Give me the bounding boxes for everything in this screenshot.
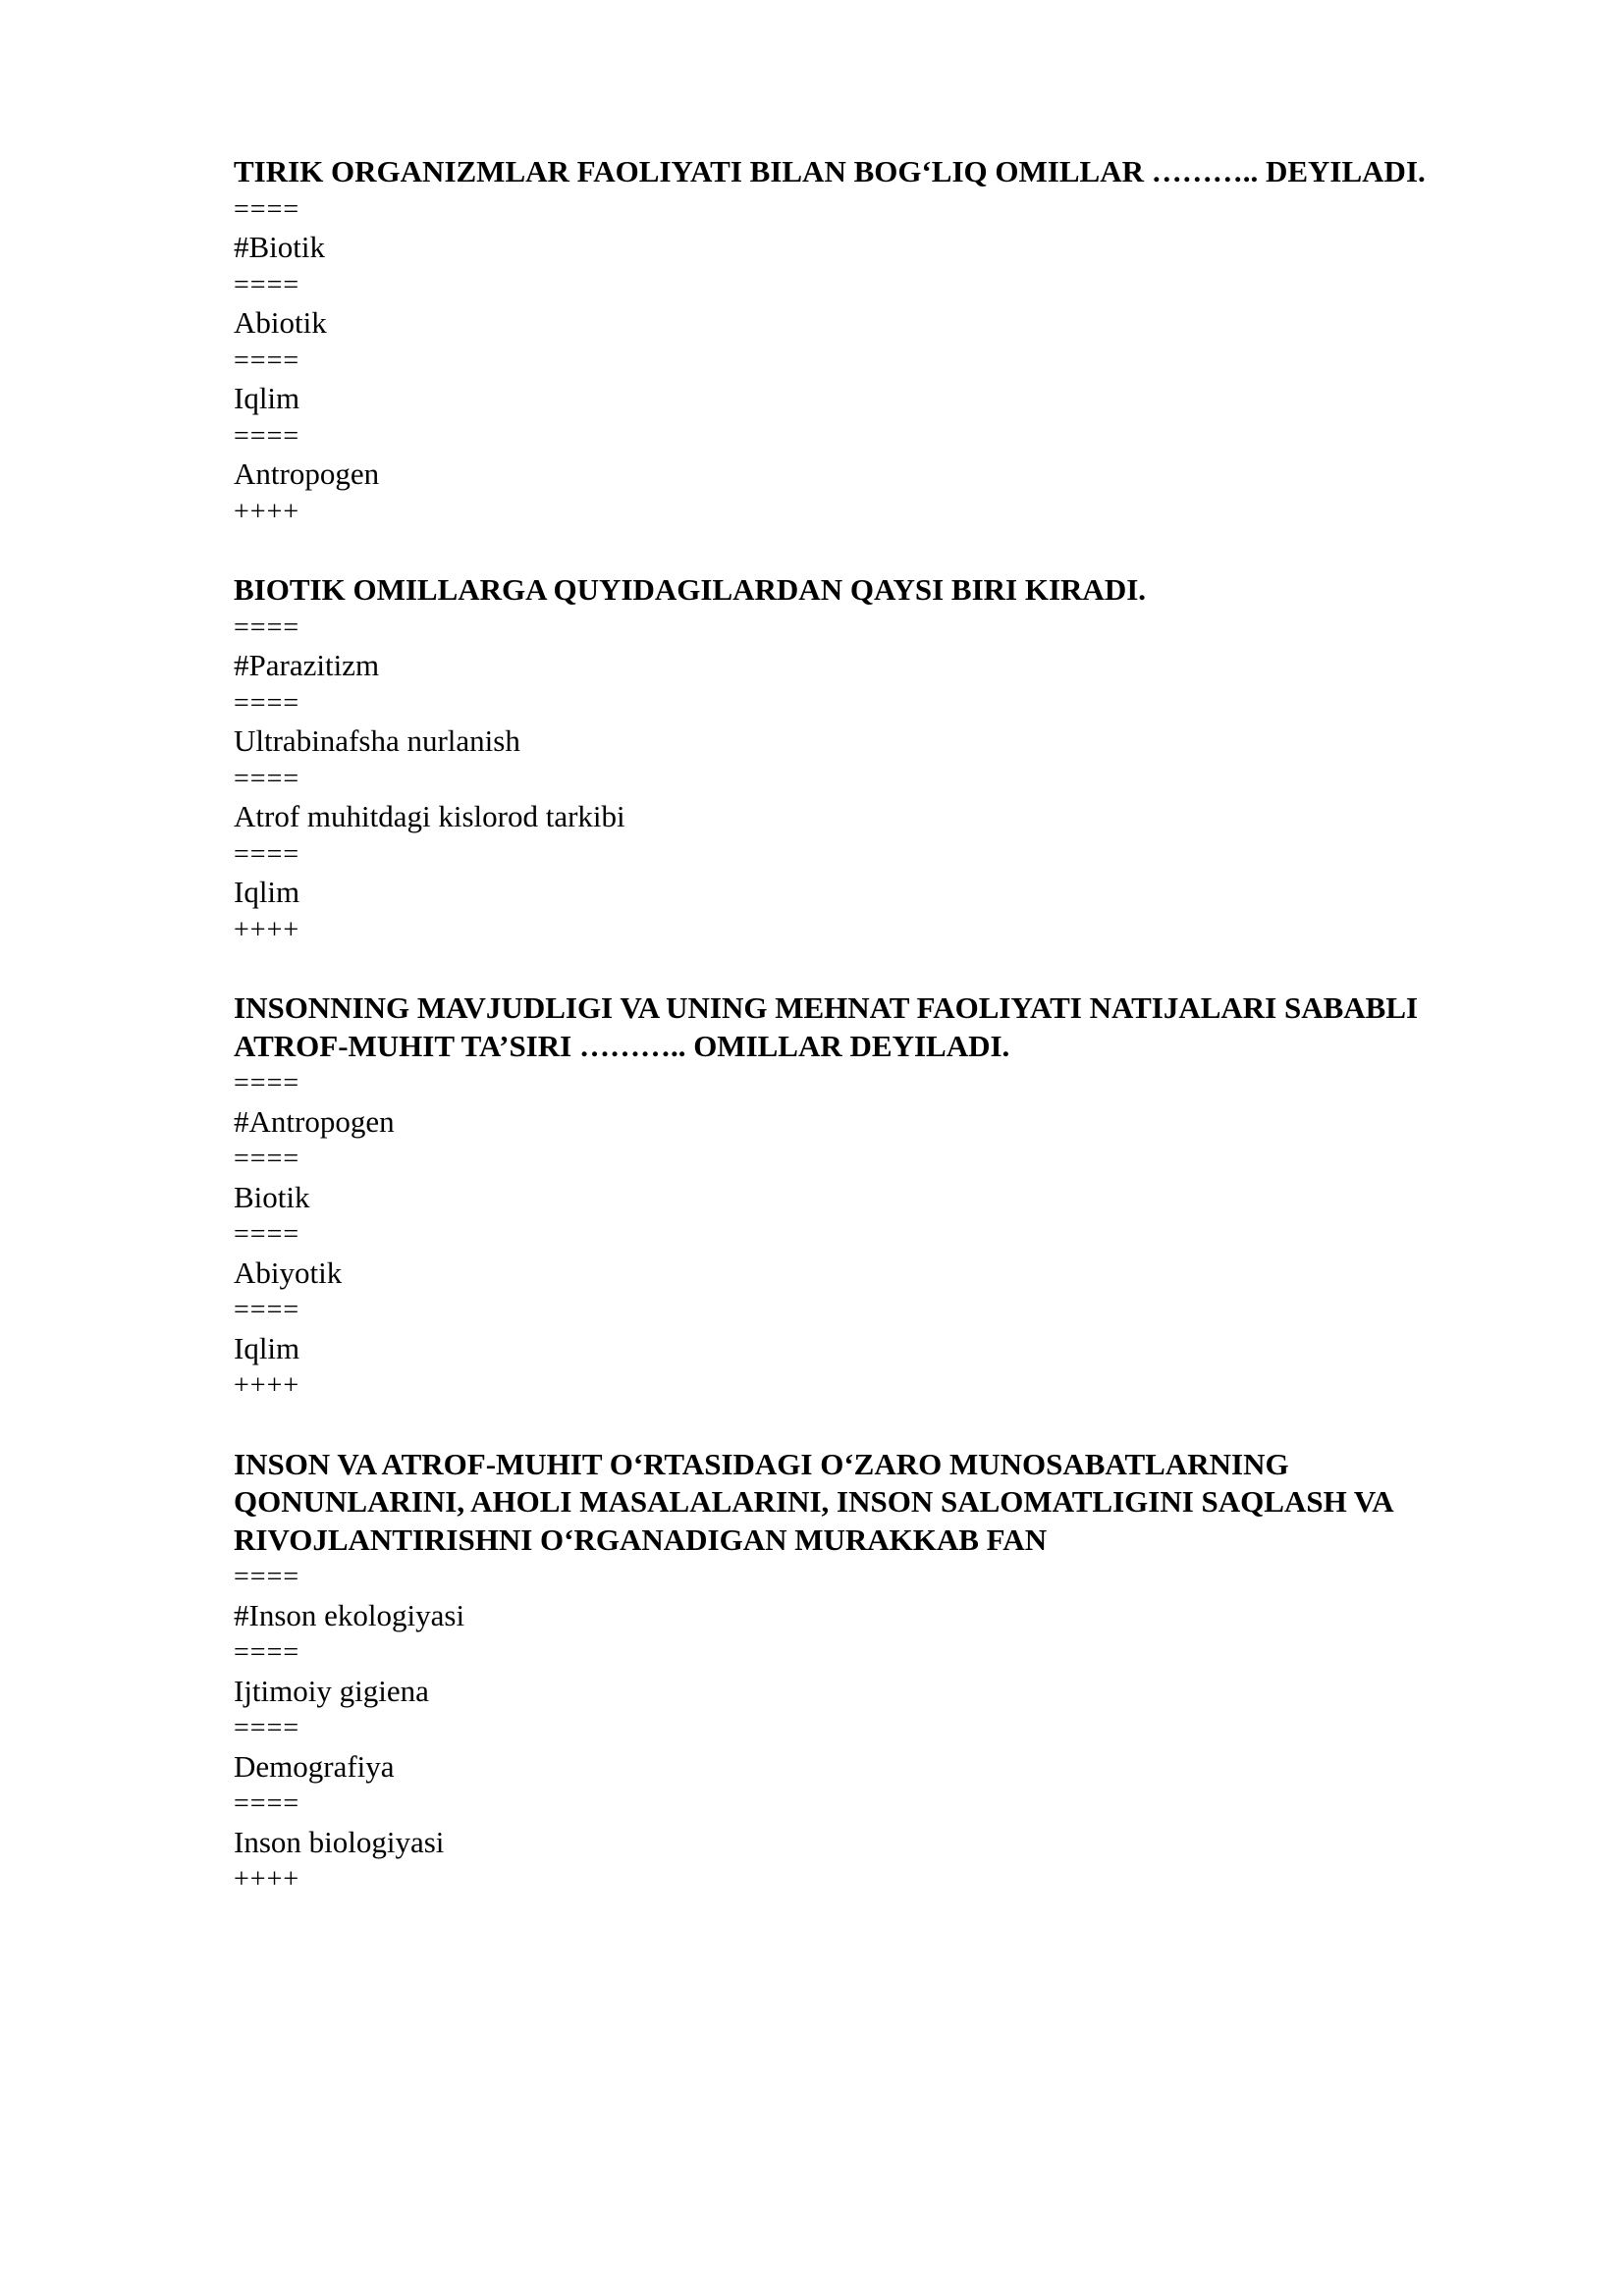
question-text: INSON VA ATROF-MUHIT O‘RTASIDAGI O‘ZARO MUNOSABATLARNING QONUNLARINI, AHOLI MASALALARINI, INSON SALOMATLIGINI SAQLASH VA RIVOJLANTIRISHNI O‘RGANADIGAN MURAKKAB FAN <box>234 1446 1392 1557</box>
option-correct: #Biotik <box>234 230 326 264</box>
option: Biotik <box>234 1179 310 1214</box>
option: Atrof muhitdagi kislorod tarkibi <box>234 799 625 833</box>
end-marker: ++++ <box>234 1370 300 1401</box>
option: Inson biologiyasi <box>234 1824 445 1859</box>
separator: ==== <box>234 838 300 870</box>
separator: ==== <box>234 612 300 643</box>
option-correct: #Parazitizm <box>234 648 380 682</box>
separator: ==== <box>234 763 300 794</box>
option: Ijtimoiy gigiena <box>234 1673 429 1708</box>
question-text: INSONNING MAVJUDLIGI VA UNING MEHNAT FAOLIYATI NATIJALARI SABABLI ATROF-MUHIT TA’SIRI ……….. OMILLAR DEYILADI. <box>234 990 1419 1063</box>
separator: ==== <box>234 269 300 300</box>
question-2 <box>234 571 1510 949</box>
option: Abiotik <box>234 305 327 340</box>
question-1 <box>234 153 1510 531</box>
separator: ==== <box>234 1789 300 1819</box>
option: Ultrabinafsha nurlanish <box>234 723 520 758</box>
option: Iqlim <box>234 875 300 909</box>
question-text: TIRIK ORGANIZMLAR FAOLIYATI BILAN BOG‘LIQ OMILLAR ……….. DEYILADI. <box>234 154 1426 188</box>
separator: ==== <box>234 1144 300 1174</box>
question-text: BIOTIK OMILLARGA QUYIDAGILARDAN QAYSI BIRI KIRADI. <box>234 572 1147 607</box>
end-marker: ++++ <box>234 1864 300 1895</box>
option-correct: #Inson ekologiyasi <box>234 1597 465 1632</box>
separator: ==== <box>234 345 300 376</box>
separator: ==== <box>234 1295 300 1325</box>
question-3 <box>234 989 1510 1406</box>
option: Antropogen <box>234 456 380 491</box>
option: Iqlim <box>234 1330 300 1365</box>
separator: ==== <box>234 420 300 452</box>
separator: ==== <box>234 1637 300 1668</box>
separator: ==== <box>234 193 300 225</box>
end-marker: ++++ <box>234 914 300 945</box>
question-4 <box>234 1446 1510 1899</box>
separator: ==== <box>234 1713 300 1743</box>
end-marker: ++++ <box>234 496 300 527</box>
separator: ==== <box>234 1219 300 1250</box>
option-correct: #Antropogen <box>234 1103 395 1139</box>
separator: ==== <box>234 1562 300 1592</box>
separator: ==== <box>234 1068 300 1098</box>
document-page <box>234 153 1510 1940</box>
option: Demografiya <box>234 1748 395 1784</box>
option: Abiyotik <box>234 1255 343 1290</box>
option: Iqlim <box>234 381 300 415</box>
separator: ==== <box>234 687 300 719</box>
